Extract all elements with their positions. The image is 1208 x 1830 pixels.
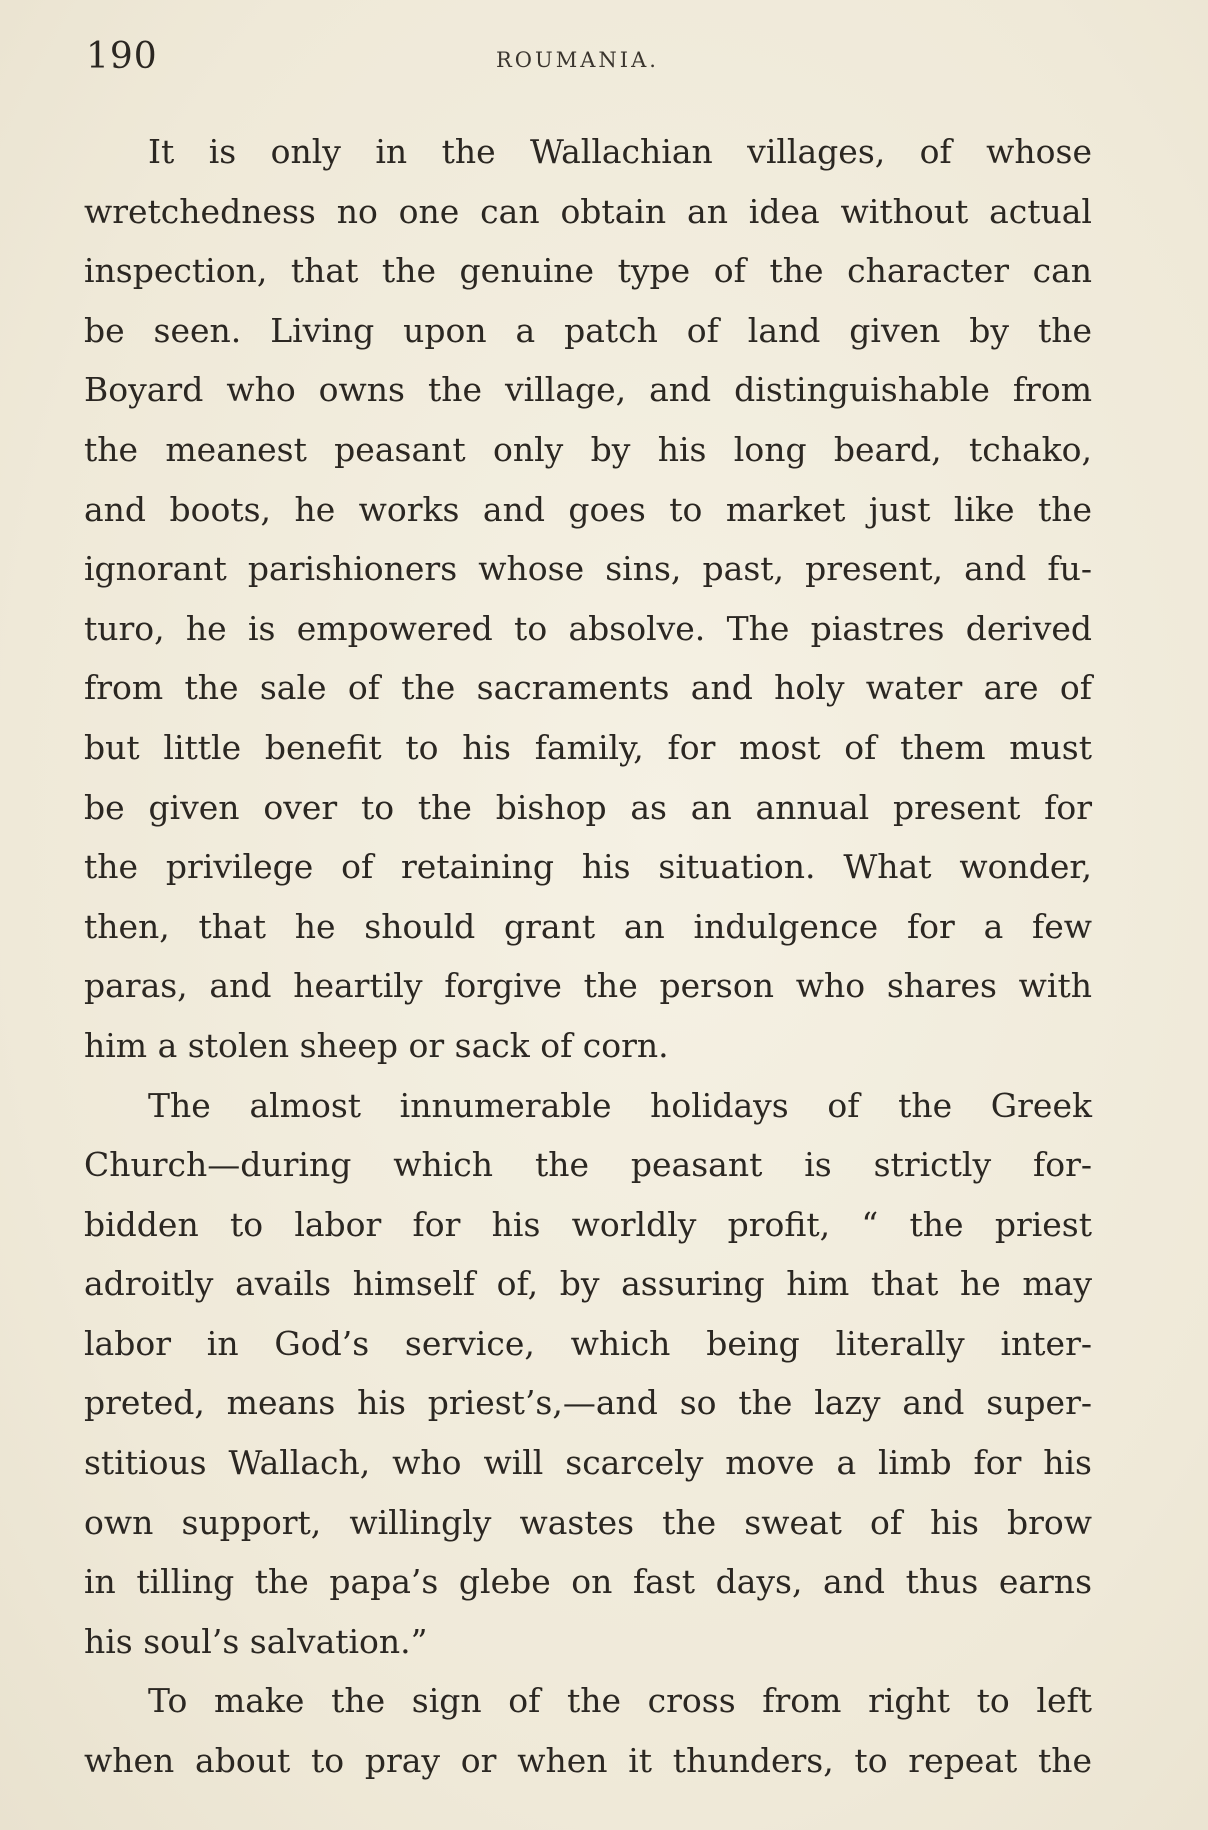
text-line: be given over to the bishop as an annual present for: [84, 787, 1092, 827]
text-line: adroitly avails himself of, by assuring him that he may: [84, 1264, 1092, 1304]
text-line: turo, he is empowered to absolve. The piastres derived: [84, 608, 1092, 648]
text-line: Boyard who owns the village, and distinguishable from: [84, 370, 1092, 410]
text-line: It is only in the Wallachian villages, of whose: [148, 132, 1092, 171]
page-number: 190: [86, 36, 158, 77]
text-line: The almost innumerable holidays of the Greek: [148, 1085, 1092, 1125]
text-line: him a stolen sheep or sack of corn.: [84, 1025, 669, 1065]
text-line: wretchedness no one can obtain an idea without actual: [84, 191, 1092, 231]
text-line: inspection, that the genuine type of the character can: [84, 251, 1092, 291]
page-header: [86, 36, 1096, 86]
body-text: [84, 122, 1092, 1791]
text-line: when about to pray or when it thunders, to repeat the: [84, 1741, 1092, 1781]
text-line: the meanest peasant only by his long beard, tchako,: [84, 429, 1092, 469]
text-line: own support, willingly wastes the sweat of his brow: [84, 1502, 1092, 1542]
text-line: the privilege of retaining his situation. What wonder,: [84, 847, 1092, 887]
text-line: bidden to labor for his worldly profit, “ the priest: [84, 1204, 1092, 1244]
text-line: To make the sign of the cross from right to left: [148, 1681, 1092, 1721]
text-line: Church—during which the peasant is strictly for-: [84, 1145, 1092, 1185]
text-line: then, that he should grant an indulgence for a few: [84, 906, 1092, 946]
text-line: but little benefit to his family, for most of them must: [84, 727, 1092, 767]
text-line: be seen. Living upon a patch of land given by the: [84, 310, 1092, 350]
text-line: stitious Wallach, who will scarcely move a limb for his: [84, 1443, 1092, 1483]
text-line: preted, means his priest’s,—and so the lazy and super-: [84, 1383, 1092, 1423]
text-line: ignorant parishioners whose sins, past, present, and fu-: [84, 549, 1092, 589]
text-line: and boots, he works and goes to market just like the: [84, 489, 1092, 529]
text-line: from the sale of the sacraments and holy water are of: [84, 668, 1092, 708]
running-title: ROUMANIA.: [496, 48, 659, 72]
text-line: labor in God’s service, which being literally inter-: [84, 1323, 1092, 1363]
text-line: paras, and heartily forgive the person who shares with: [84, 966, 1092, 1006]
text-line: in tilling the papa’s glebe on fast days, and thus earns: [84, 1562, 1092, 1602]
text-line: his soul’s salvation.”: [84, 1621, 428, 1661]
